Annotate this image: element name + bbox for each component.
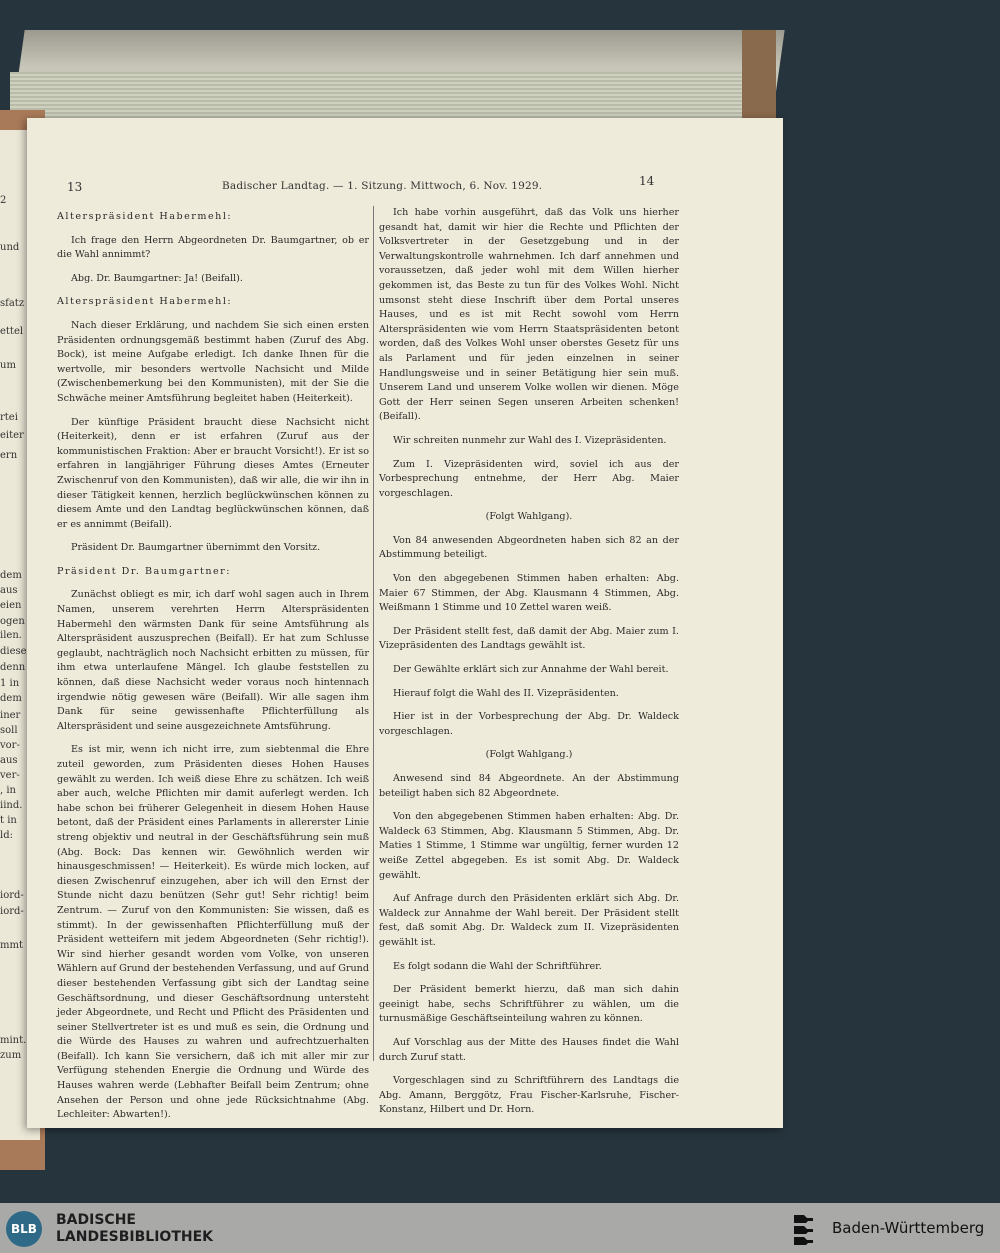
speaker-heading: Alterspräsident Habermehl: xyxy=(57,211,233,222)
blb-logo[interactable]: BLB xyxy=(6,1211,42,1247)
paragraph: Vorgeschlagen sind zu Schriftführern des Landtags die Abg. Amann, Berggötz, Frau Fischer-Karlsruhe, Fischer-Konstanz, Hilbert und Dr. Horn. xyxy=(379,1075,679,1116)
left-page-text: iord- xyxy=(0,890,24,901)
paragraph: Anwesend sind 84 Abgeordnete. An der Abstimmung beteiligt haben sich 82 Abgeordnete. xyxy=(379,773,679,799)
page-number-left: 13 xyxy=(67,180,83,194)
paragraph: Zunächst obliegt es mir, ich darf wohl sagen auch in Ihrem Namen, unserem verehrten Herrn Alterspräsidenten Habermehl den wärmsten Dank für seine Amtsführung als Alterspräsident auszusprechen (Beifall). Er hat zum Schlusse geglaubt, nachträglich noch Nachsicht erbitten zu müssen, für ihm etwa unterlaufene Mängel. Ich glaube feststellen zu können, daß diese Nachsicht weder voraus noch hintennach irgendwie nötig gewesen wäre (Beifall). Wir alle sagen ihm Dank für seine gewissenhafte Pflichterfüllung als Alterspräsident und seine ausgezeichnete Amtsführung. xyxy=(57,589,369,732)
text-column-left xyxy=(57,210,369,1132)
paragraph: Nach dieser Erklärung, und nachdem Sie sich einen ersten Präsidenten ordnungsgemäß bestimmt haben (Zuruf des Abg. Bock), ist meine Aufgabe erledigt. Ich danke Ihnen für die wertvolle, mir besonders wertvolle Nachsicht und Milde (Zwischenbemerkung bei den Kommunisten), mit der Sie die Schwäche meiner Amtsführung begleitet haben (Heiterkeit). xyxy=(57,319,369,404)
left-page-text: iind. xyxy=(0,800,23,811)
left-page-text: mmt xyxy=(0,940,23,951)
document-page xyxy=(27,118,783,1128)
column-divider xyxy=(373,206,374,1061)
left-page-text: t in xyxy=(0,815,17,826)
library-name-line2: LANDESBIBLIOTHEK xyxy=(56,1229,214,1245)
left-page-text: diese xyxy=(0,646,27,657)
library-name[interactable] xyxy=(56,1212,213,1246)
paragraph: Von 84 anwesenden Abgeordneten haben sich 82 an der Abstimmung beteiligt. xyxy=(379,534,679,561)
footer-bar xyxy=(0,1203,1000,1253)
left-page-text: , in xyxy=(0,785,16,796)
paragraph: Der künftige Präsident braucht diese Nachsicht nicht (Heiterkeit), denn er ist erfahren (Zuruf aus der kommunistischen Fraktion: Aber er braucht Vorsicht!). Er ist so erfahren in langjähriger Führung dieses Amtes (Erneuter Zwischenruf von den Kommunisten), daß wir alle, die wir ihn in dieser Tätigkeit kennen, herzlich beglückwünschen können zu diesem Amte und den Landtag beglückwünschen können, daß er es annimmt (Beifall). xyxy=(57,416,369,530)
left-page-text: zum xyxy=(0,1050,22,1061)
page-number-right: 14 xyxy=(639,174,655,188)
left-page-text: ogen xyxy=(0,616,25,627)
paragraph: Präsident Dr. Baumgartner übernimmt den Vorsitz. xyxy=(71,542,321,554)
left-page-text: sfatz xyxy=(0,298,25,309)
paragraph: Ich habe vorhin ausgeführt, daß das Volk uns hierher gesandt hat, damit wir hier die Rechte und Pflichten der Volksvertreter in der Gesetzgebung und in der Verwaltungskontrolle wahrnehmen. Ich darf annehmen und voraussetzen, daß jeder wohl mit dem Willen hierher gekommen ist, das Beste zu tun für des Volkes Wohl. Nicht umsonst steht diese Inschrift über dem Portal unseres Hauses, und es ist mit Recht sowohl vom Herrn Alterspräsidenten wie vom Herrn Staatspräsidenten betont worden, daß des Volkes Wohl unser oberstes Gesetz für uns als Parlament und für jeden einzelnen in seiner Handlungsweise und in seiner Betätigung hier sein muß. Unserem Land und unserem Volke wollen wir dienen. Möge Gott der Herr seinen Segen unseren Arbeiten schenken! (Beifall). xyxy=(379,207,679,423)
left-page-text: 1 in xyxy=(0,678,20,689)
speaker-heading: Präsident Dr. Baumgartner: xyxy=(57,565,232,577)
paragraph: Hier ist in der Vorbesprechung der Abg. Dr. Waldeck vorgeschlagen. xyxy=(379,711,679,737)
left-page-text: iord- xyxy=(0,906,24,917)
left-page-text: denn xyxy=(0,662,26,673)
paragraph: Auf Anfrage durch den Präsidenten erklärt sich Abg. Dr. Waldeck zur Annahme der Wahl bereit. Der Präsident stellt fest, daß somit Abg. Dr. Waldeck zum II. Vizepräsidenten gewählt ist. xyxy=(379,893,679,948)
paragraph: Der Präsident bemerkt hierzu, daß man sich dahin geeinigt habe, sechs Schriftführer zu wählen, um die turnusmäßige Geschäftseinteilung wahren zu können. xyxy=(379,984,679,1025)
state-name[interactable]: Baden-Württemberg xyxy=(832,1219,985,1237)
baden-wuerttemberg-lions-icon xyxy=(790,1211,822,1247)
left-page-text: aus xyxy=(0,755,18,766)
paragraph: Der Gewählte erklärt sich zur Annahme der Wahl bereit. xyxy=(393,664,669,676)
left-page-text: aus xyxy=(0,585,18,596)
paragraph: Der Präsident stellt fest, daß damit der Abg. Maier zum I. Vizepräsidenten des Landtags gewählt ist. xyxy=(379,625,679,652)
paragraph: Zum I. Vizepräsidenten wird, soviel ich aus der Vorbesprechung entnehme, der Herr Abg. Maier vorgeschlagen. xyxy=(379,458,679,499)
left-page-text: eien xyxy=(0,600,22,611)
text-column-right xyxy=(379,206,679,1127)
paragraph: (Folgt Wahlgang). xyxy=(485,511,573,523)
paragraph: Hierauf folgt die Wahl des II. Vizepräsidenten. xyxy=(393,687,619,699)
left-page-text: rtei xyxy=(0,412,18,423)
left-page-text: ilen. xyxy=(0,630,22,641)
left-page-text: mint. xyxy=(0,1035,27,1046)
left-page-text: um xyxy=(0,360,16,371)
left-page-text: ettel xyxy=(0,326,24,337)
library-name-line1: BADISCHE xyxy=(56,1212,136,1228)
left-page-text: dem xyxy=(0,570,22,581)
left-page-text: ver- xyxy=(0,770,20,781)
left-page-text: ld: xyxy=(0,830,13,841)
paragraph: (Folgt Wahlgang.) xyxy=(485,749,573,761)
left-page-text: dem xyxy=(0,693,22,704)
paragraph: Wir schreiten nunmehr zur Wahl des I. Vizepräsidenten. xyxy=(393,434,667,446)
left-page-text: soll xyxy=(0,725,18,736)
left-page-text: und xyxy=(0,242,20,253)
paragraph: Es folgt sodann die Wahl der Schriftführer. xyxy=(393,960,602,972)
paragraph: Von den abgegebenen Stimmen haben erhalten: Abg. Maier 67 Stimmen, der Abg. Klausmann 4 Stimmen, Abg. Weißmann 1 Stimme und 10 Zettel waren weiß. xyxy=(379,573,679,614)
left-page-text: ern xyxy=(0,450,18,461)
paragraph: Auf Vorschlag aus der Mitte des Hauses findet die Wahl durch Zuruf statt. xyxy=(379,1036,679,1063)
left-page-text: iner xyxy=(0,710,21,721)
paragraph: Von den abgegebenen Stimmen haben erhalten: Abg. Dr. Waldeck 63 Stimmen, Abg. Klausmann 5 Stimmen, Abg. Dr. Maties 1 Stimme, 1 Stimme war ungültig, ferner wurden 12 weiße Zettel abgegeben. Es ist somit Abg. Dr. Waldeck gewählt. xyxy=(379,811,679,881)
left-page-text: vor- xyxy=(0,740,20,751)
paragraph: Abg. Dr. Baumgartner: Ja! (Beifall). xyxy=(71,272,243,284)
running-head: Badischer Landtag. — 1. Sitzung. Mittwoch, 6. Nov. 1929. xyxy=(222,180,543,192)
paragraph: Es ist mir, wenn ich nicht irre, zum siebtenmal die Ehre zuteil geworden, zum Präsidenten dieses Hohen Hauses gewählt zu werden. Ich weiß diese Ehre zu schätzen. Ich weiß aber auch, welche Pflichten mir damit auferlegt werden. Ich habe schon bei früherer Gelegenheit in diesem Hohen Hause betont, daß der Präsident eines Parlaments in allererster Linie streng objektiv und neutral in der Geschäftsführung sein muß (Abg. Bock: Das kennen wir. Gewöhnlich werden wir hinausgeschmissen! — Heiterkeit). Es würde mich locken, auf diesen Zwischenruf einzugehen, aber ich will den Ernst der Stunde nicht dazu benützen (Sehr gut! Sehr richtig! beim Zentrum. — Zuruf von den Kommunisten: Sie wissen, daß es stimmt). In der gewissenhaften Pflichterfüllung muß der Präsident wetteifern mit jedem Abgeordneten (Sehr richtig!). Wir sind hierher gesandt worden vom Volke, von unseren Wählern auf Grund der bestehenden Verfassung, und auf Grund dieser bestehenden Verfassung gibt sich der Landtag seine Geschäftsordnung, und dieser Geschäftsordnung untersteht jeder Abgeordnete, und Recht und Pflicht des Präsidenten und seiner Stellvertreter ist es und muß es sein, die Ordnung und die Würde des Hauses zu wahren und aufrechtzuerhalten (Beifall). Ich kann Sie versichern, daß ich mit aller mir zur Verfügung stehenden Energie die Ordnung und Würde des Hauses wahren werde (Lebhafter Beifall beim Zentrum; ohne Ansehen der Person und ohne jede Rücksichtnahme (Abg. Lechleiter: Abwarten!). xyxy=(57,744,369,1121)
left-page-text: eiter xyxy=(0,430,24,441)
paragraph: Ich frage den Herrn Abgeordneten Dr. Baumgartner, ob er die Wahl annimmt? xyxy=(57,234,369,261)
left-page-text: 2 xyxy=(0,195,7,206)
speaker-heading: Alterspräsident Habermehl: xyxy=(57,296,233,308)
